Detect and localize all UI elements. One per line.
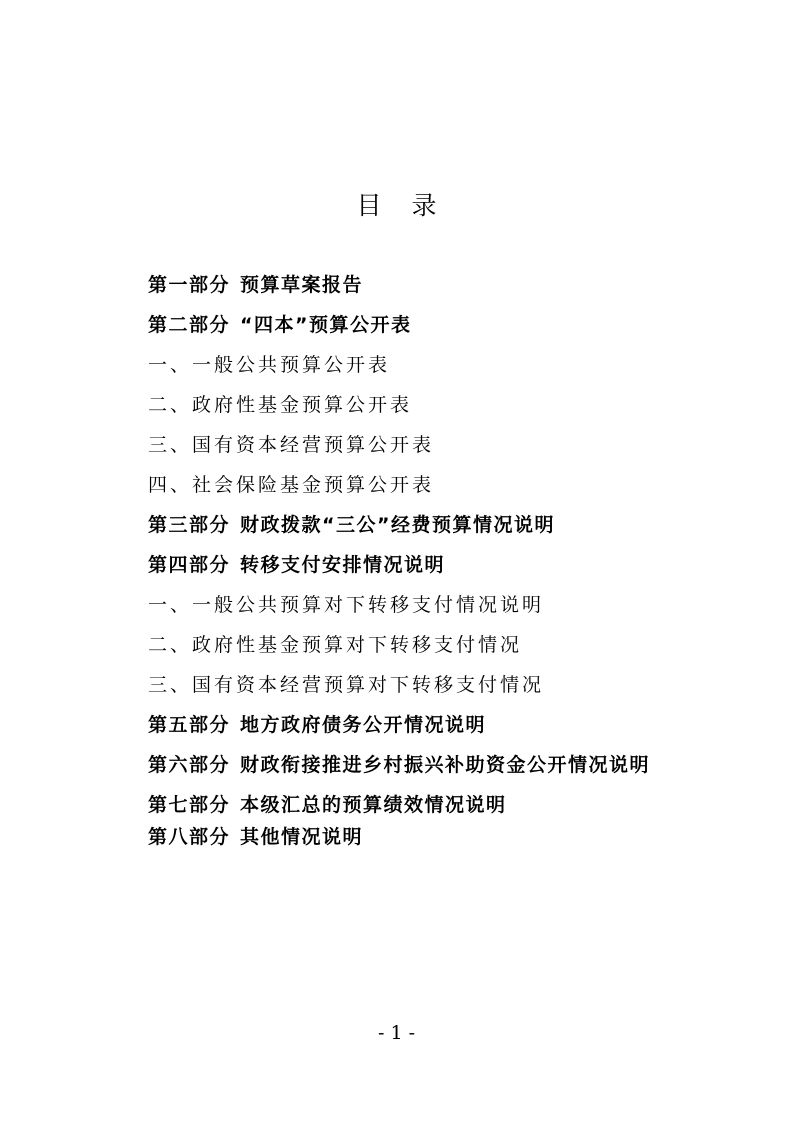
toc-title: 目录 <box>356 191 467 220</box>
toc-sub-text: 三、国有资本经营预算公开表 <box>148 434 435 456</box>
table-of-contents <box>148 271 748 863</box>
toc-sub-text: 二、政府性基金预算对下转移支付情况 <box>148 634 523 656</box>
toc-sub-text: 四、社会保险基金预算公开表 <box>148 474 435 496</box>
toc-sub-text: 三、国有资本经营预算对下转移支付情况 <box>148 674 545 696</box>
page-number: - 1 - <box>377 1022 415 1044</box>
toc-part-text: 转移支付安排情况说明 <box>240 554 446 576</box>
toc-entry-part-6 <box>148 751 748 791</box>
toc-entry-part-3 <box>148 511 748 551</box>
toc-entry-part-5 <box>148 711 748 751</box>
toc-part-label: 第二部分 <box>148 314 231 336</box>
toc-entry-sub <box>148 591 748 631</box>
toc-part-text: 财政衔接推进乡村振兴补助资金公开情况说明 <box>240 754 651 776</box>
toc-part-label: 第五部分 <box>148 714 231 736</box>
toc-sub-text: 一、一般公共预算对下转移支付情况说明 <box>148 594 545 616</box>
toc-part-text: 本级汇总的预算绩效情况说明 <box>240 794 507 816</box>
toc-part-label: 第六部分 <box>148 754 231 776</box>
toc-part-label: 第四部分 <box>148 554 231 576</box>
toc-part-label: 第八部分 <box>148 826 231 848</box>
toc-part-text: 财政拨款“三公”经费预算情况说明 <box>240 514 555 536</box>
toc-part-text: “四本”预算公开表 <box>240 314 412 336</box>
toc-part-text: 其他情况说明 <box>240 826 364 848</box>
toc-part-label: 第七部分 <box>148 794 231 816</box>
toc-part-label: 第三部分 <box>148 514 231 536</box>
toc-entry-sub <box>148 671 748 711</box>
toc-part-label: 第一部分 <box>148 274 231 296</box>
toc-entry-part-1 <box>148 271 748 311</box>
toc-entry-part-4 <box>148 551 748 591</box>
toc-sub-text: 一、一般公共预算公开表 <box>148 354 391 376</box>
toc-entry-sub <box>148 431 748 471</box>
toc-part-text: 地方政府债务公开情况说明 <box>240 714 487 736</box>
toc-entry-part-2 <box>148 311 748 351</box>
toc-entry-part-8 <box>148 823 748 863</box>
toc-entry-sub <box>148 391 748 431</box>
toc-entry-part-7 <box>148 791 748 823</box>
toc-sub-text: 二、政府性基金预算公开表 <box>148 394 413 416</box>
toc-part-text: 预算草案报告 <box>240 274 364 296</box>
toc-entry-sub <box>148 471 748 511</box>
toc-entry-sub <box>148 631 748 671</box>
toc-entry-sub <box>148 351 748 391</box>
